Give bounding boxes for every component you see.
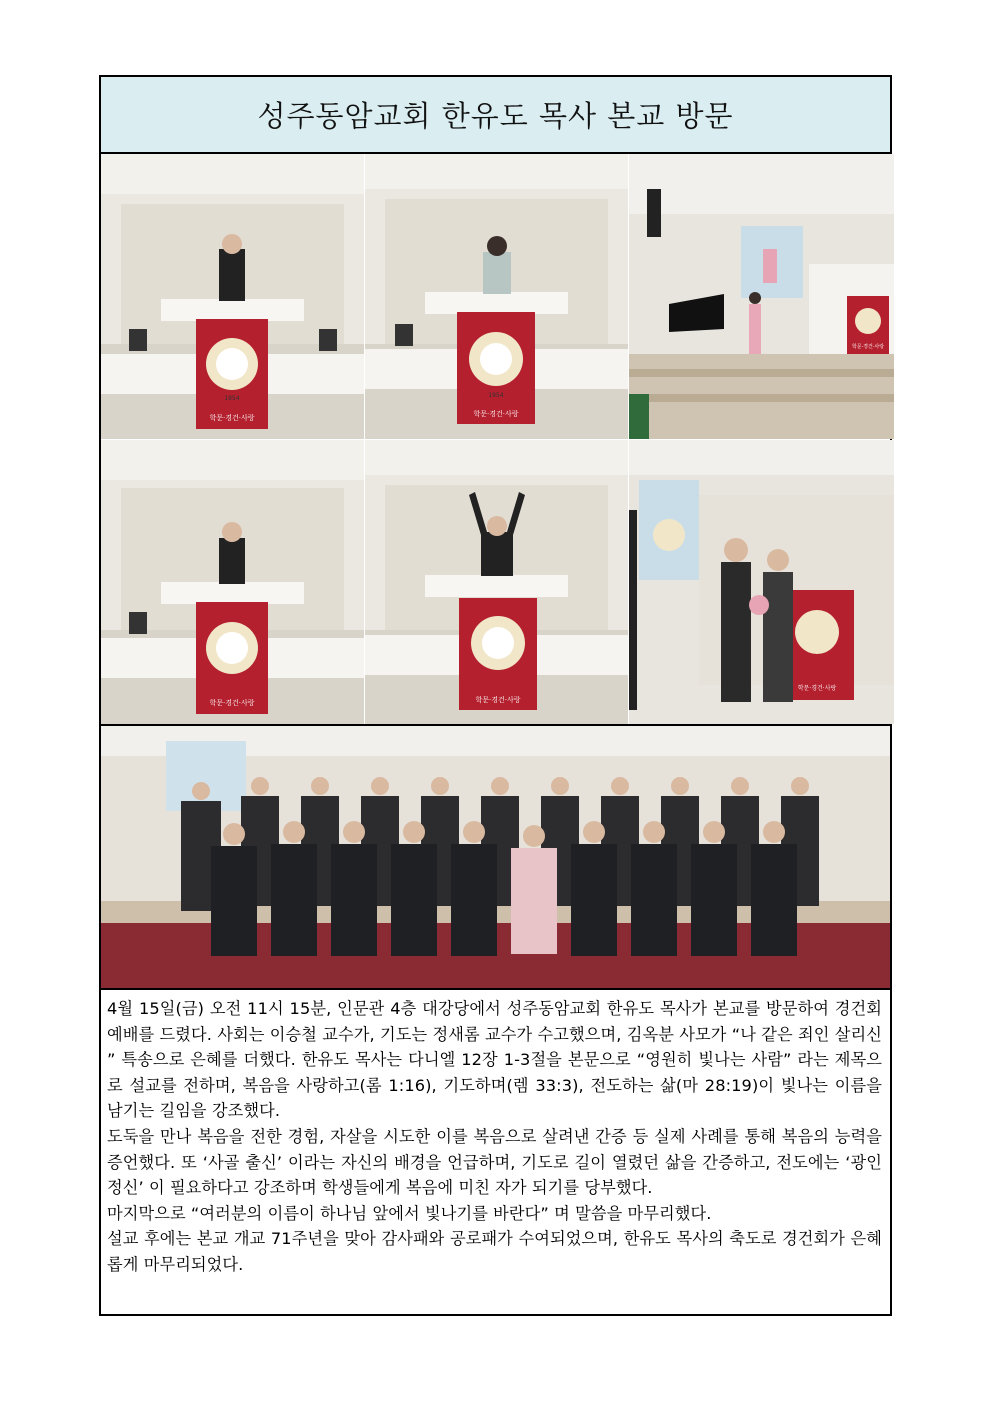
paragraph: 마지막으로 “여러분의 이름이 하나님 앞에서 빛나기를 바란다” 며 말씀을 마무리했다. (107, 1203, 712, 1223)
photo-pulpit-speaker-1 (101, 154, 364, 439)
paragraph: 도둑을 만나 복음을 전한 경험, 자살을 시도한 이를 복음으로 살려낸 간증 등 실제 사례를 통해 복음의 능력을 증언했다. 또 ‘사골 출신’ 이라는 자신의 배경을 언급하며, 기도로 길이 열렸던 삶을 간증하고, 전도에는 ‘광인정신’ 이 필요하다고 강조하며 학생들에게 복음에 미친 자가 되기를 당부했다. (107, 1126, 882, 1198)
paragraph: 4월 15일(금) 오전 11시 15분, 인문관 4층 대강당에서 성주동암교회 한유도 목사가 본교를 방문하여 경건회 예배를 드렸다. 사회는 이승철 교수가, 기도는 정새롬 교수가 수고했으며, 김옥분 사모가 “나 같은 죄인 살리신 ” 특송으로 은혜를 더했다. 한유도 목사는 다니엘 12장 1-3절을 본문으로 “영원히 빛나는 사람” 라는 제목으로 설교를 전하며, 복음을 사랑하고(롬 1:16), 기도하며(렘 33:3), 전도하는 삶(마 28:19)이 빛나는 이름을 남기는 길임을 강조했다. (107, 999, 882, 1121)
photo-sermon-2 (365, 440, 628, 724)
photo-group-portrait (101, 726, 890, 990)
banner-motto: 학문·경건·사랑 (797, 685, 837, 692)
photo-sermon-1 (101, 440, 364, 724)
photo-pulpit-speaker-2 (365, 154, 628, 439)
photo-special-song (629, 154, 894, 439)
paragraph: 설교 후에는 본교 개교 71주년을 맞아 감사패와 공로패가 수여되었으며, 한유도 목사의 축도로 경건회가 은혜롭게 마무리되었다. (107, 1229, 882, 1274)
banner-motto: 학문·경건·사랑 (209, 699, 255, 707)
banner-motto: 학문·경건·사랑 (851, 344, 885, 350)
page-title: 성주동암교회 한유도 목사 본교 방문 (101, 77, 890, 154)
banner-motto: 학문·경건·사랑 (473, 410, 519, 418)
banner-motto: 학문·경건·사랑 (209, 414, 255, 422)
article-body (101, 990, 890, 1278)
banner-motto: 학문·경건·사랑 (475, 696, 521, 704)
banner-year: 1954 (488, 392, 504, 399)
photo-award-presentation (629, 440, 894, 724)
photo-grid (101, 154, 890, 726)
document-frame (99, 75, 892, 1316)
banner-year: 1954 (224, 395, 240, 402)
